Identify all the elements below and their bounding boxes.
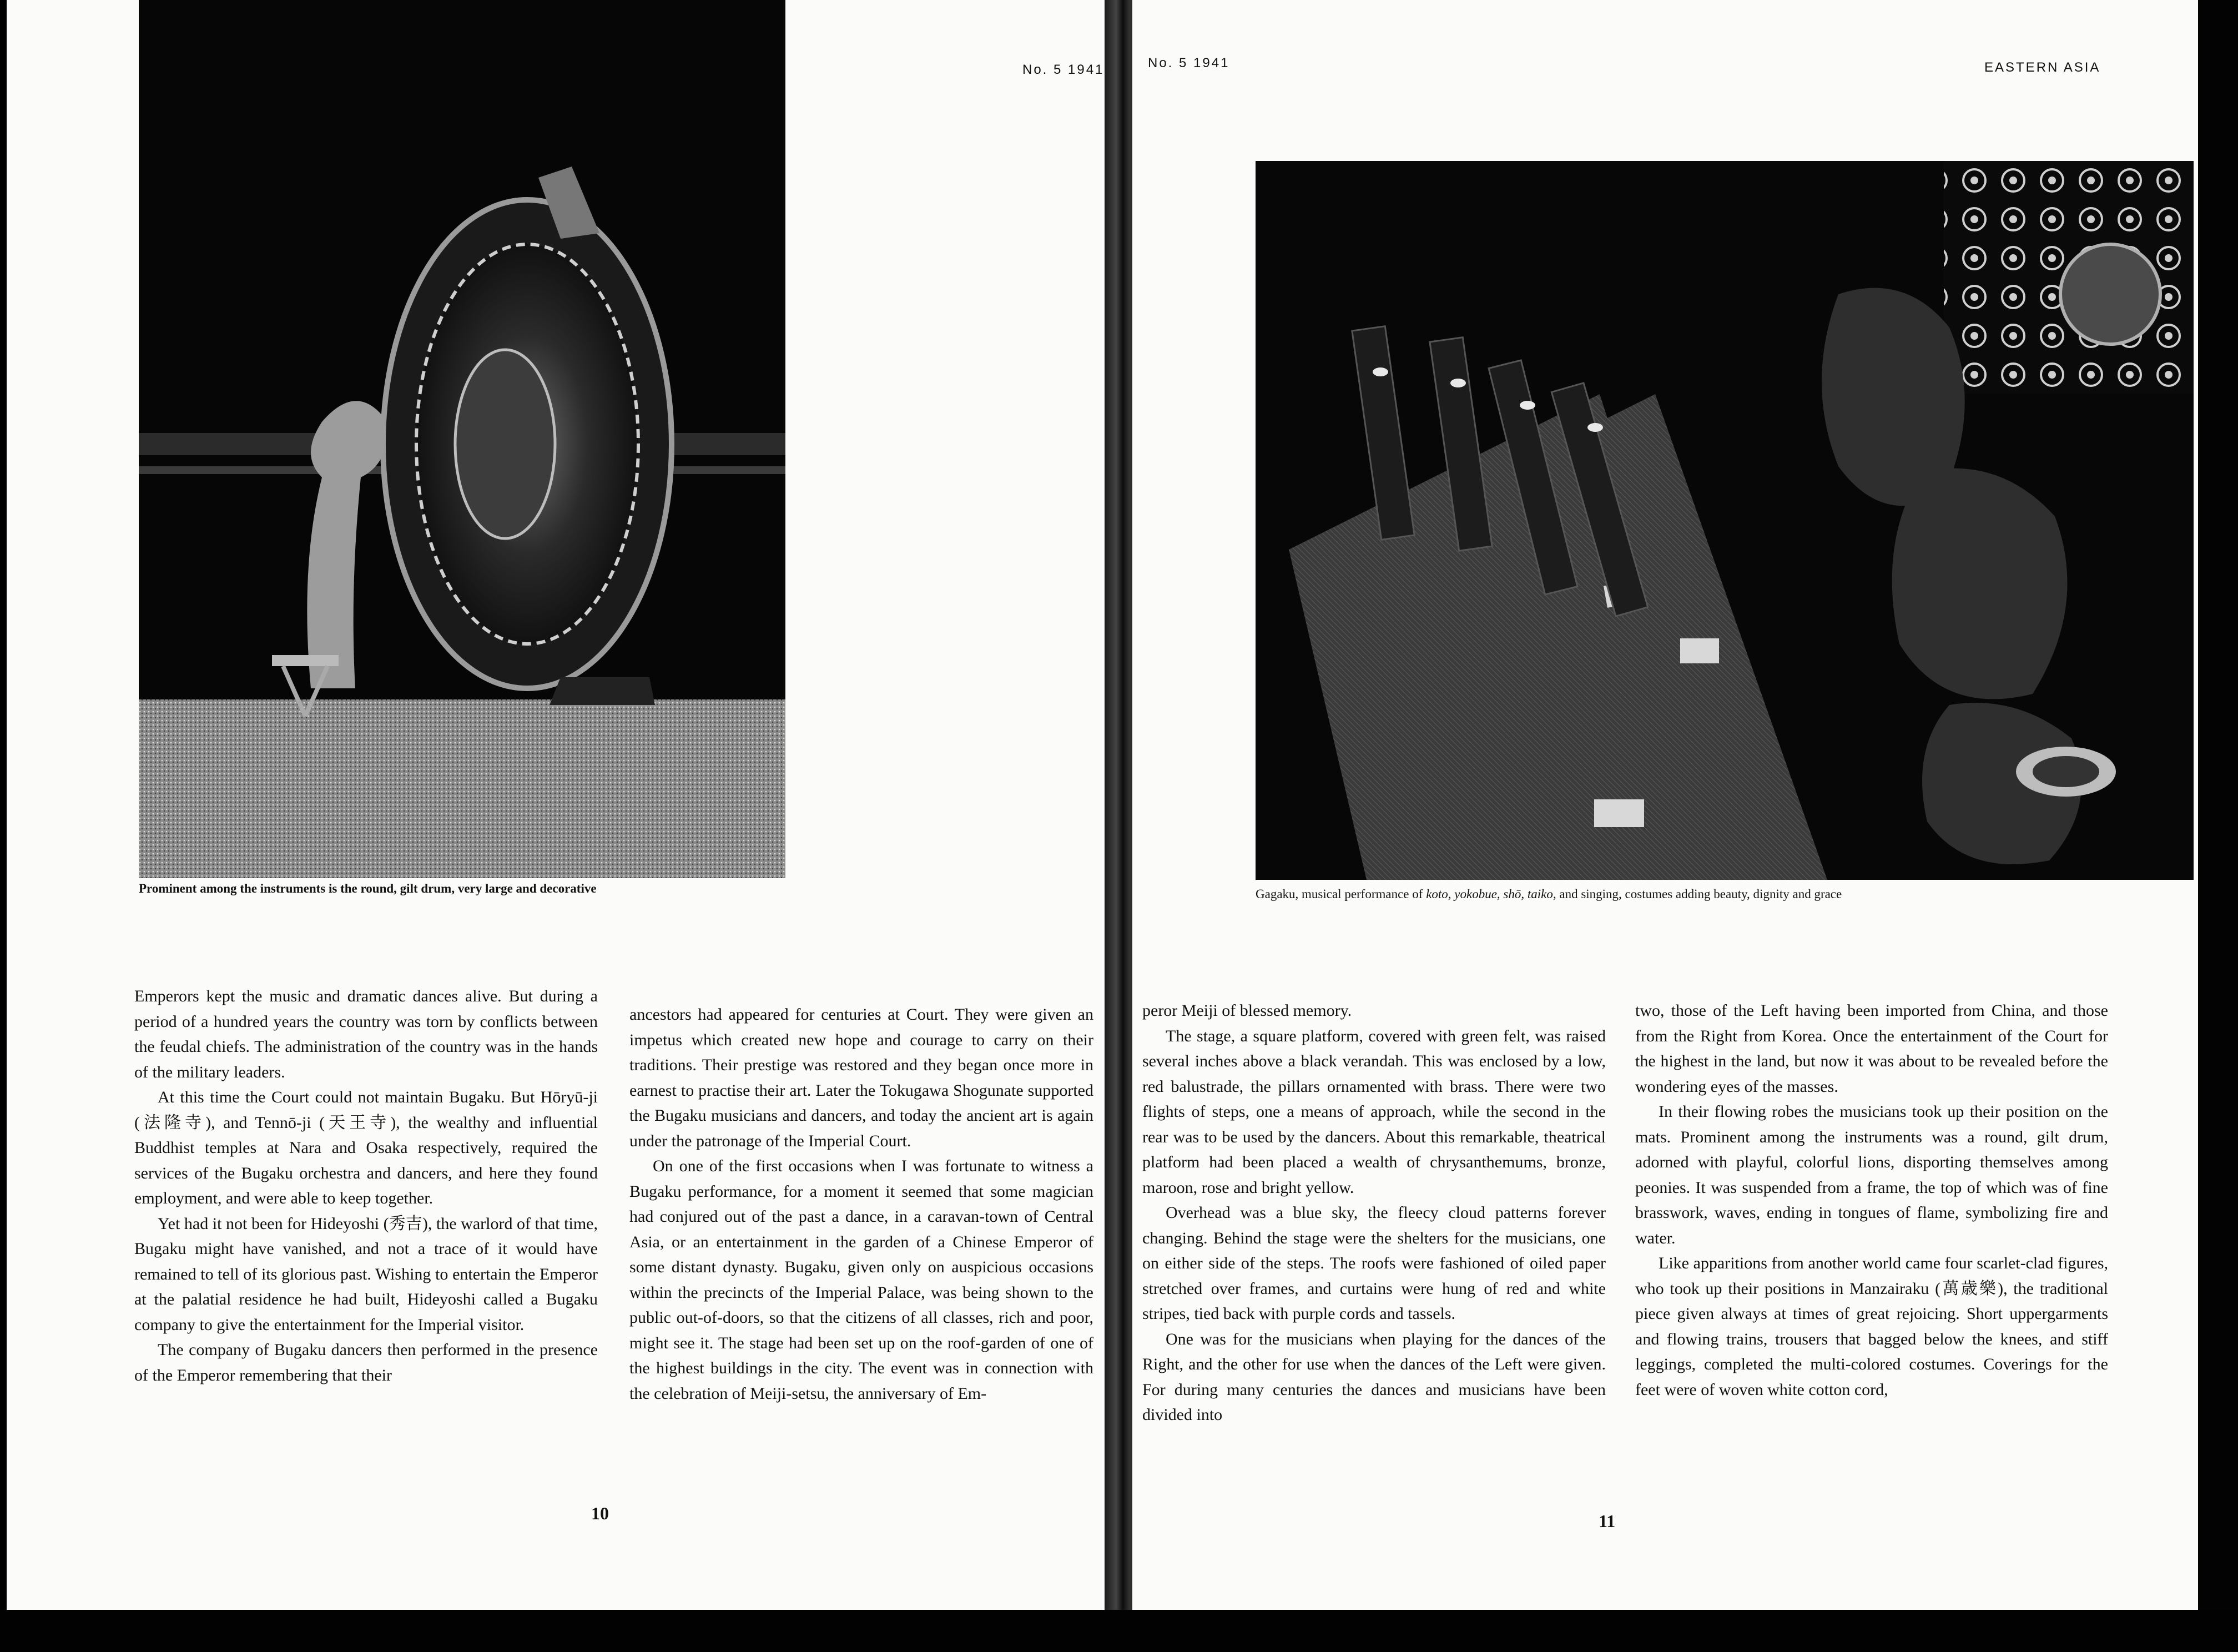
right-column-2 (1635, 998, 2108, 1402)
paragraph: At this time the Court could not maintain Bugaku. But Hōryū-ji (法隆寺), and Tennō-ji (天王寺), the wealthy and influential Buddhist temples at Nara and Osaka respectively, required the services of the Bugaku orchestra and dancers, and here they found employment, and were able to keep together. (134, 1088, 598, 1207)
paragraph: Overhead was a blue sky, the fleecy cloud patterns forever changing. Behind the stage were the shelters for the musicians, one on either side of the steps. The roofs were fashioned of oiled paper stretched over frames, and curtains were hung of red and white stripes, tied back with purple cords and tassels. (1142, 1203, 1606, 1323)
paragraph: Yet had it not been for Hideyoshi (秀吉), the warlord of that time, Bugaku might have vanished, and not a trace of it would have remained to tell of its glorious past. Wishing to entertain the Emperor at the palatial residence he had built, Hideyoshi called a Bugaku company to give the entertainment for the Imperial visitor. (134, 1214, 598, 1334)
paragraph: ancestors had appeared for centuries at Court. They were given an impetus which created new hope and courage to carry on their traditions. Their prestige was restored and they began once more in earnest to practise their art. Later the Tokugawa Shogunate supported the Bugaku musicians and dancers, and today the ancient art is again under the patronage of the Imperial Court. (629, 1005, 1093, 1150)
scan-edge (2198, 0, 2238, 1652)
right-page-header-title: EASTERN ASIA (1984, 60, 2101, 75)
caption-instruments: koto, yokobue, shō, taiko, (1426, 887, 1556, 901)
left-column-2 (629, 1002, 1093, 1406)
paragraph: peror Meiji of blessed memory. (1142, 1001, 1352, 1020)
page-number: 11 (1599, 1511, 1616, 1531)
left-column-1 (134, 984, 598, 1388)
paragraph: The company of Bugaku dancers then performed in the presence of the Emperor remembering that their (134, 1341, 598, 1384)
paragraph: In their flowing robes the musicians took up their position on the mats. Prominent among the instruments was a round, gilt drum, adorned with playful, colorful lions, disporting themselves among peonies. It was suspended from a frame, the top of which was of fine brasswork, waves, ending in tongues of flame, symbolizing fire and water. (1635, 1102, 2108, 1247)
paragraph: two, those of the Left having been imported from China, and those from the Right from Korea. Once the entertainment of the Court for the highest in the land, but now it was about to be revealed before the wondering eyes of the masses. (1635, 1001, 2108, 1096)
scan-bottom-edge (0, 1610, 2238, 1652)
paragraph: Emperors kept the music and dramatic dances alive. But during a period of a hundred years the country was torn by conflicts between the feudal chiefs. The administration of the country was in the hands of the military leaders. (134, 987, 598, 1081)
paragraph: Like apparitions from another world came four scarlet-clad figures, who took up their positions in Manzairaku (萬歳樂), the traditional piece given always at times of great rejoicing. Short uppergarments and flowing trains, trousers that bagged below the knees, and stiff leggings, completed the multi-colored costumes. Coverings for the feet were of woven white cotton cord, (1635, 1254, 2108, 1399)
paragraph: One was for the musicians when playing for the dances of the Right, and the other for use when the dances of the Left were given. For during many centuries the dances and musicians have been divided into (1142, 1329, 1606, 1424)
paragraph: On one of the first occasions when I was fortunate to witness a Bugaku performance, for a moment it seemed that some magician had conjured out of the past a dance, in a caravan-town of Central Asia, or an entertainment in the garden of a Chinese Emperor of some distant dynasty. Bugaku, given only on auspicious occasions within the precincts of the Imperial Palace, was being shown to the public out-of-doors, so that the citizens of all classes, rich and poor, might see it. The stage had been set up on the roof-garden of one of the highest buildings in the city. The event was in connection with the celebration of Meiji-setsu, the anniversary of Em- (629, 1157, 1093, 1403)
page-number: 10 (591, 1503, 609, 1523)
right-page-header-issue: No. 5 1941 (1148, 56, 1230, 70)
paragraph: The stage, a square platform, covered with green felt, was raised several inches above a black verandah. This was enclosed by a low, red balustrade, the pillars ornamented with brass. There were two flights of steps, one a means of approach, while the second in the rear was to be used by the dancers. About this remarkable, theatrical platform had been placed a wealth of chrysanthemums, bronze, maroon, rose and bright yellow. (1142, 1026, 1606, 1197)
drum-photo-caption: Prominent among the instruments is the round, gilt drum, very large and decorative (139, 882, 597, 895)
gagaku-photo-image (1256, 161, 2194, 880)
left-page (7, 0, 1108, 1610)
gagaku-photo (1256, 161, 2194, 880)
right-page (1132, 0, 2198, 1610)
left-page-header: No. 5 1941 (1022, 62, 1105, 77)
drum-photo-image (139, 0, 785, 878)
gagaku-photo-caption (1256, 887, 1842, 901)
drum-photo (139, 0, 785, 878)
caption-text: and singing, costumes adding beauty, dignity and grace (1556, 887, 1842, 901)
caption-text: Gagaku, musical performance of (1256, 887, 1427, 901)
right-column-1 (1142, 998, 1606, 1428)
